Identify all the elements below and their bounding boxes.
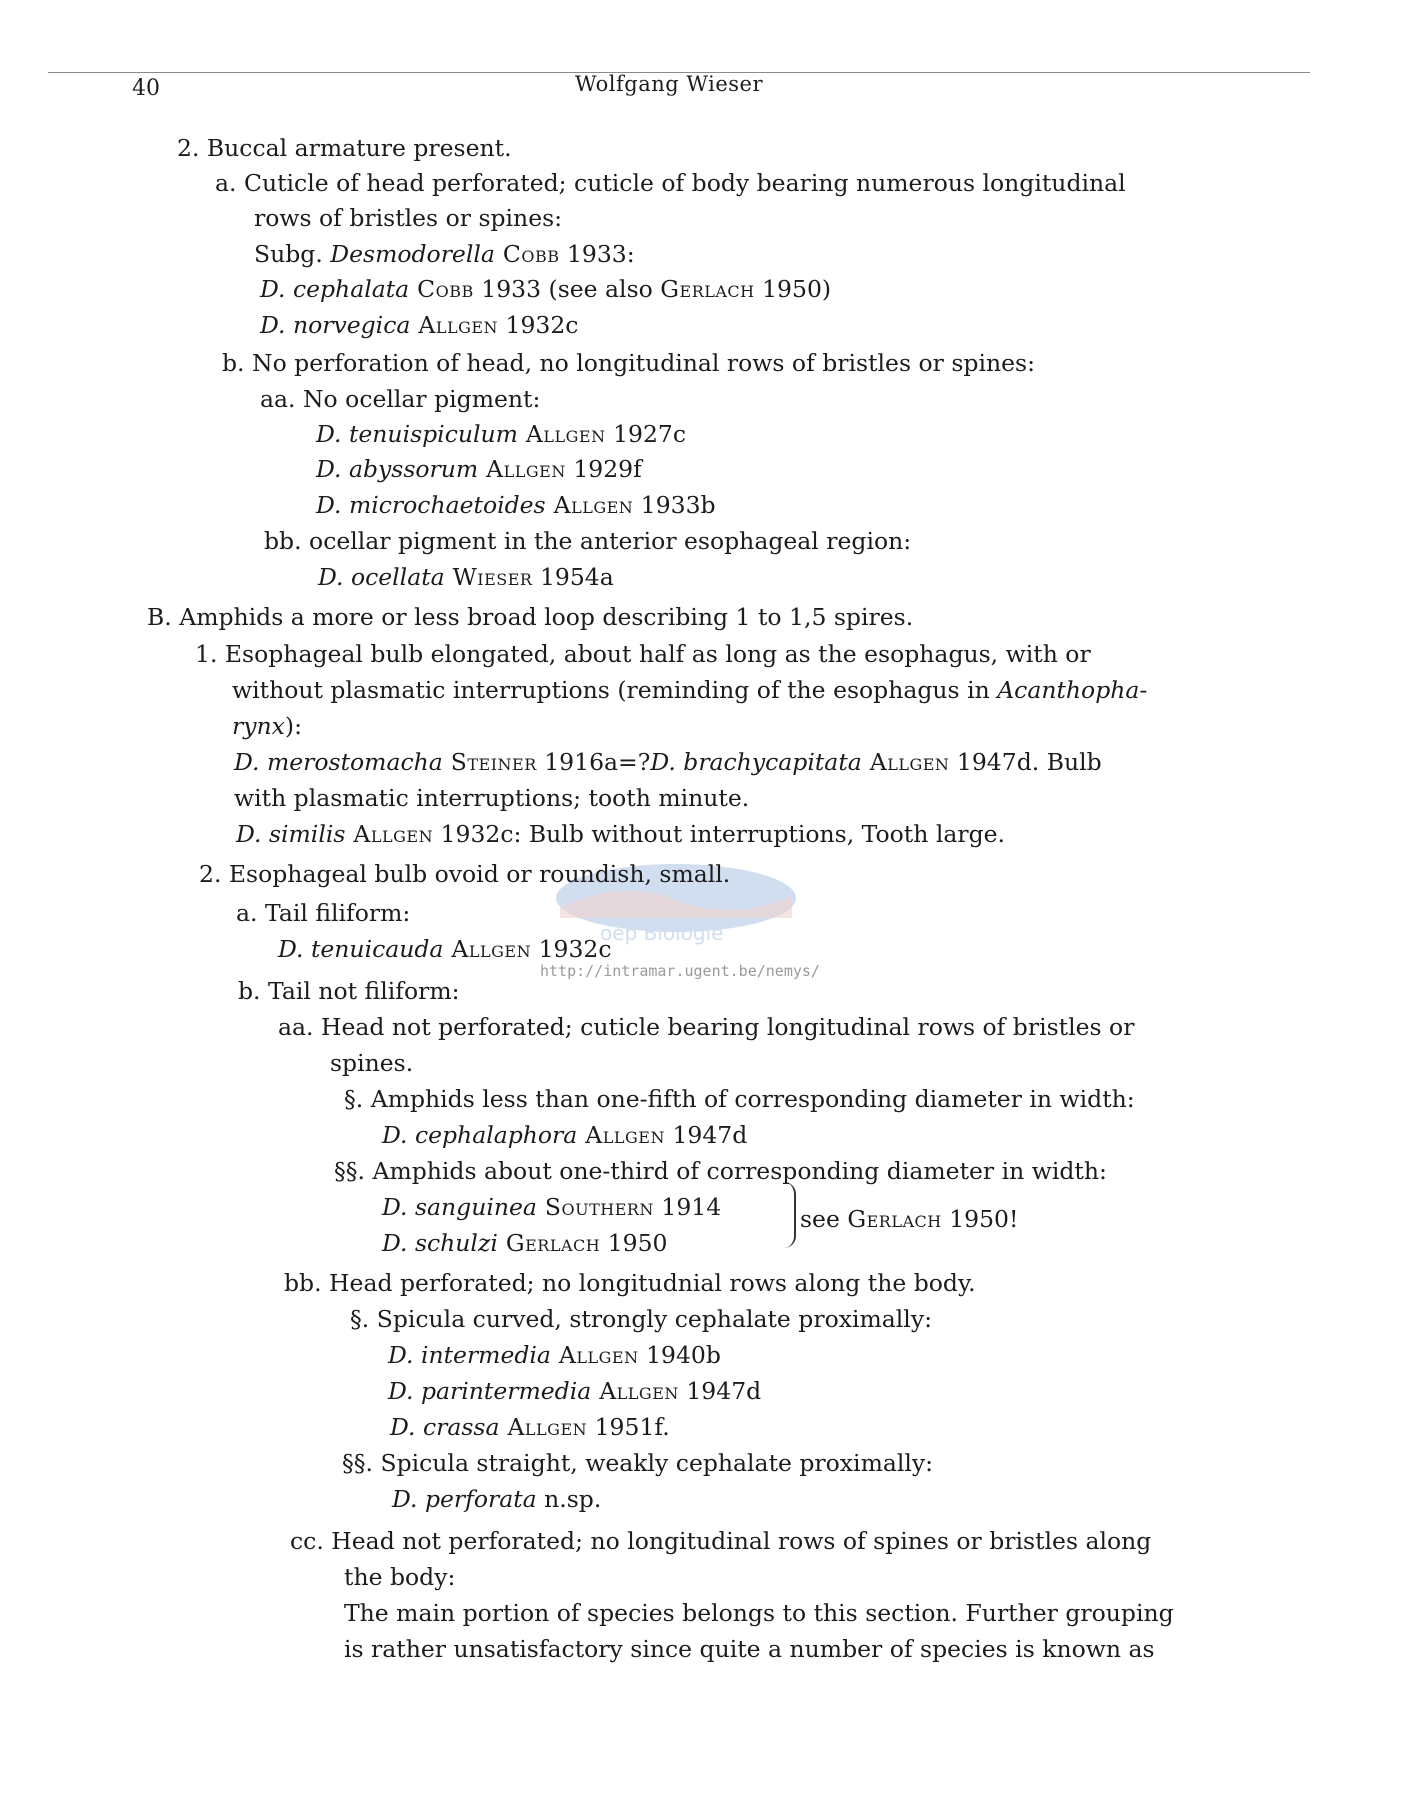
taxon-year: n.sp. xyxy=(536,1485,602,1513)
key-line xyxy=(388,1377,762,1405)
item-text: ocellar pigment in the anterior esophageal region: xyxy=(309,527,912,555)
taxon-author: Allgen xyxy=(345,820,434,848)
item-label: §§. xyxy=(334,1157,365,1185)
item-label: §§. xyxy=(342,1449,373,1477)
key-line xyxy=(344,1563,456,1591)
curly-brace xyxy=(784,1182,796,1248)
key-line xyxy=(290,1527,1152,1555)
taxon-author: Steiner xyxy=(442,748,537,776)
key-line xyxy=(388,1341,721,1369)
taxon-author: Gerlach xyxy=(660,275,755,303)
taxon-author: Allgen xyxy=(861,748,950,776)
key-line xyxy=(215,169,1126,197)
key-line xyxy=(236,820,1006,848)
taxon-name: D. sanguinea xyxy=(382,1193,537,1221)
taxon-author: Allgen xyxy=(545,491,634,519)
taxon-year: 1950! xyxy=(941,1205,1019,1233)
taxon-year: 1947d. Bulb xyxy=(949,748,1102,776)
taxon-name: D. intermedia xyxy=(388,1341,551,1369)
item-label: §. xyxy=(350,1305,370,1333)
taxon-name: D. cephalaphora xyxy=(382,1121,578,1149)
item-text: Esophageal bulb elongated, about half as long as the esophagus, with or xyxy=(224,640,1091,668)
taxon-year: 1954a xyxy=(532,563,614,591)
item-label: a. xyxy=(236,899,258,927)
taxon-year: 1933: xyxy=(559,240,635,268)
taxon-author: Southern xyxy=(536,1193,654,1221)
key-line xyxy=(264,527,912,555)
taxon-name: Acanthopha- xyxy=(997,676,1148,704)
taxon-name: D. abyssorum xyxy=(316,455,479,483)
taxon-year: 1947d xyxy=(664,1121,748,1149)
taxon-author: Gerlach xyxy=(847,1205,942,1233)
taxon-author: Allgen xyxy=(499,1413,588,1441)
item-text: the body: xyxy=(344,1563,456,1591)
key-line xyxy=(318,563,614,591)
key-line xyxy=(232,712,302,740)
key-line xyxy=(382,1193,722,1221)
item-label: b. xyxy=(222,349,245,377)
key-line xyxy=(254,240,635,268)
item-text: Tail filiform: xyxy=(264,899,411,927)
item-label: a. xyxy=(215,169,237,197)
taxon-name: D. microchaetoides xyxy=(316,491,546,519)
item-text: without plasmatic interruptions (reminding of the esophagus in xyxy=(232,676,998,704)
item-text: see xyxy=(800,1205,848,1233)
taxon-author: Gerlach xyxy=(497,1229,601,1257)
taxon-year: 1950 xyxy=(600,1229,668,1257)
key-line xyxy=(382,1121,748,1149)
taxon-name: rynx xyxy=(232,712,285,740)
svg-text:oep Biologie: oep Biologie xyxy=(600,921,724,945)
key-line xyxy=(344,1635,1155,1663)
taxon-name: D. parintermedia xyxy=(388,1377,592,1405)
taxon-year: 1916a=? xyxy=(536,748,651,776)
taxon-name: D. perforata xyxy=(392,1485,537,1513)
item-label: aa. xyxy=(260,385,296,413)
taxon-author: Allgen xyxy=(443,935,532,963)
item-text: Subg. xyxy=(254,240,331,268)
item-label: bb. xyxy=(264,527,302,555)
item-label: 2. xyxy=(199,860,222,888)
key-line xyxy=(344,1085,1135,1113)
key-line xyxy=(392,1485,602,1513)
item-text: Spicula straight, weakly cephalate proximally: xyxy=(380,1449,934,1477)
key-line xyxy=(222,349,1035,377)
item-label: bb. xyxy=(284,1269,322,1297)
item-text: ): xyxy=(284,712,302,740)
page-number: 40 xyxy=(132,76,160,101)
item-text: No perforation of head, no longitudinal rows of bristles or spines: xyxy=(252,349,1035,377)
key-line xyxy=(342,1449,934,1477)
key-line xyxy=(278,1013,1135,1041)
key-line xyxy=(234,784,750,812)
taxon-year: 1932c xyxy=(531,935,612,963)
taxon-author: Allgen xyxy=(550,1341,639,1369)
taxon-year: 1932c xyxy=(498,311,579,339)
taxon-author: Cobb xyxy=(409,275,474,303)
taxon-author: Allgen xyxy=(478,455,566,483)
item-text: Cuticle of head perforated; cuticle of body bearing numerous longitudinal xyxy=(243,169,1126,197)
taxon-name: D. crassa xyxy=(390,1413,500,1441)
taxon-name: D. schulzi xyxy=(382,1229,498,1257)
key-line xyxy=(344,1599,1174,1627)
key-line xyxy=(177,134,512,162)
item-text: Amphids about one-third of corresponding diameter in width: xyxy=(372,1157,1107,1185)
item-text: Buccal armature present. xyxy=(206,134,512,162)
taxon-year: 1927c xyxy=(605,420,687,448)
brace-note xyxy=(800,1205,1018,1233)
key-line xyxy=(236,899,411,927)
key-line xyxy=(316,420,687,448)
taxon-name: D. brachycapitata xyxy=(650,748,862,776)
key-line xyxy=(254,204,563,232)
taxon-year: 1933 (see also xyxy=(473,275,661,303)
taxon-year: 1914 xyxy=(653,1193,722,1221)
item-text: Esophageal bulb ovoid or roundish, small. xyxy=(228,860,731,888)
taxon-name: Desmodorella xyxy=(330,240,495,268)
key-line xyxy=(260,311,579,339)
item-text: Tail not filiform: xyxy=(268,977,460,1005)
item-label: B. xyxy=(147,603,172,631)
taxon-author: Allgen xyxy=(410,311,499,339)
item-text: Head not perforated; no longitudinal rows of spines or bristles along xyxy=(331,1527,1152,1555)
taxon-year: 1932c: Bulb without interruptions, Tooth large. xyxy=(433,820,1006,848)
watermark-url: http://intramar.ugent.be/nemys/ xyxy=(540,962,820,980)
taxon-author: Wieser xyxy=(444,563,533,591)
item-text: with plasmatic interruptions; tooth minute. xyxy=(234,784,750,812)
watermark-logo xyxy=(540,838,812,948)
item-text: is rather unsatisfactory since quite a number of species is known as xyxy=(344,1635,1155,1663)
key-line xyxy=(284,1269,976,1297)
item-label: cc. xyxy=(290,1527,324,1555)
item-text: Spicula curved, strongly cephalate proximally: xyxy=(376,1305,933,1333)
key-line xyxy=(260,275,832,303)
taxon-year: 1933b xyxy=(633,491,716,519)
key-line xyxy=(334,1157,1107,1185)
key-line xyxy=(390,1413,670,1441)
taxon-name: D. tenuicauda xyxy=(278,935,444,963)
key-line xyxy=(234,748,1102,776)
taxon-name: D. similis xyxy=(236,820,346,848)
taxon-year: 1950) xyxy=(754,275,832,303)
taxon-name: D. tenuispiculum xyxy=(316,420,518,448)
item-label: aa. xyxy=(278,1013,314,1041)
item-label: 2. xyxy=(177,134,200,162)
key-line xyxy=(316,455,642,483)
key-line xyxy=(316,491,716,519)
item-text: The main portion of species belongs to this section. Further grouping xyxy=(344,1599,1174,1627)
key-line xyxy=(232,676,1148,704)
taxon-author: Allgen xyxy=(517,420,606,448)
taxon-year: 1947d xyxy=(678,1377,762,1405)
item-text: Head perforated; no longitudnial rows along the body. xyxy=(329,1269,976,1297)
taxon-name: D. cephalata xyxy=(260,275,410,303)
key-line xyxy=(350,1305,933,1333)
taxon-author: Allgen xyxy=(577,1121,665,1149)
taxon-name: D. ocellata xyxy=(318,563,445,591)
key-line xyxy=(147,603,914,631)
key-line xyxy=(238,977,460,1005)
key-line xyxy=(199,860,731,888)
key-line xyxy=(278,935,612,963)
taxon-name: D. norvegica xyxy=(260,311,411,339)
key-line xyxy=(330,1049,414,1077)
key-line xyxy=(382,1229,668,1257)
taxon-year: 1951f. xyxy=(587,1413,670,1441)
taxon-name: D. merostomacha xyxy=(234,748,443,776)
taxon-author: Cobb xyxy=(494,240,560,268)
item-text: Head not perforated; cuticle bearing longitudinal rows of bristles or xyxy=(320,1013,1135,1041)
key-line xyxy=(195,640,1091,668)
running-head: Wolfgang Wieser xyxy=(575,72,763,96)
item-label: b. xyxy=(238,977,261,1005)
taxon-year: 1929f xyxy=(565,455,642,483)
item-text: Amphids less than one-fifth of corresponding diameter in width: xyxy=(370,1085,1135,1113)
taxon-author: Allgen xyxy=(591,1377,679,1405)
item-text: Amphids a more or less broad loop describing 1 to 1,5 spires. xyxy=(179,603,914,631)
item-label: §. xyxy=(344,1085,364,1113)
key-line xyxy=(260,385,541,413)
item-label: 1. xyxy=(195,640,218,668)
item-text: rows of bristles or spines: xyxy=(254,204,563,232)
item-text: spines. xyxy=(330,1049,414,1077)
taxon-year: 1940b xyxy=(638,1341,721,1369)
item-text: No ocellar pigment: xyxy=(302,385,541,413)
